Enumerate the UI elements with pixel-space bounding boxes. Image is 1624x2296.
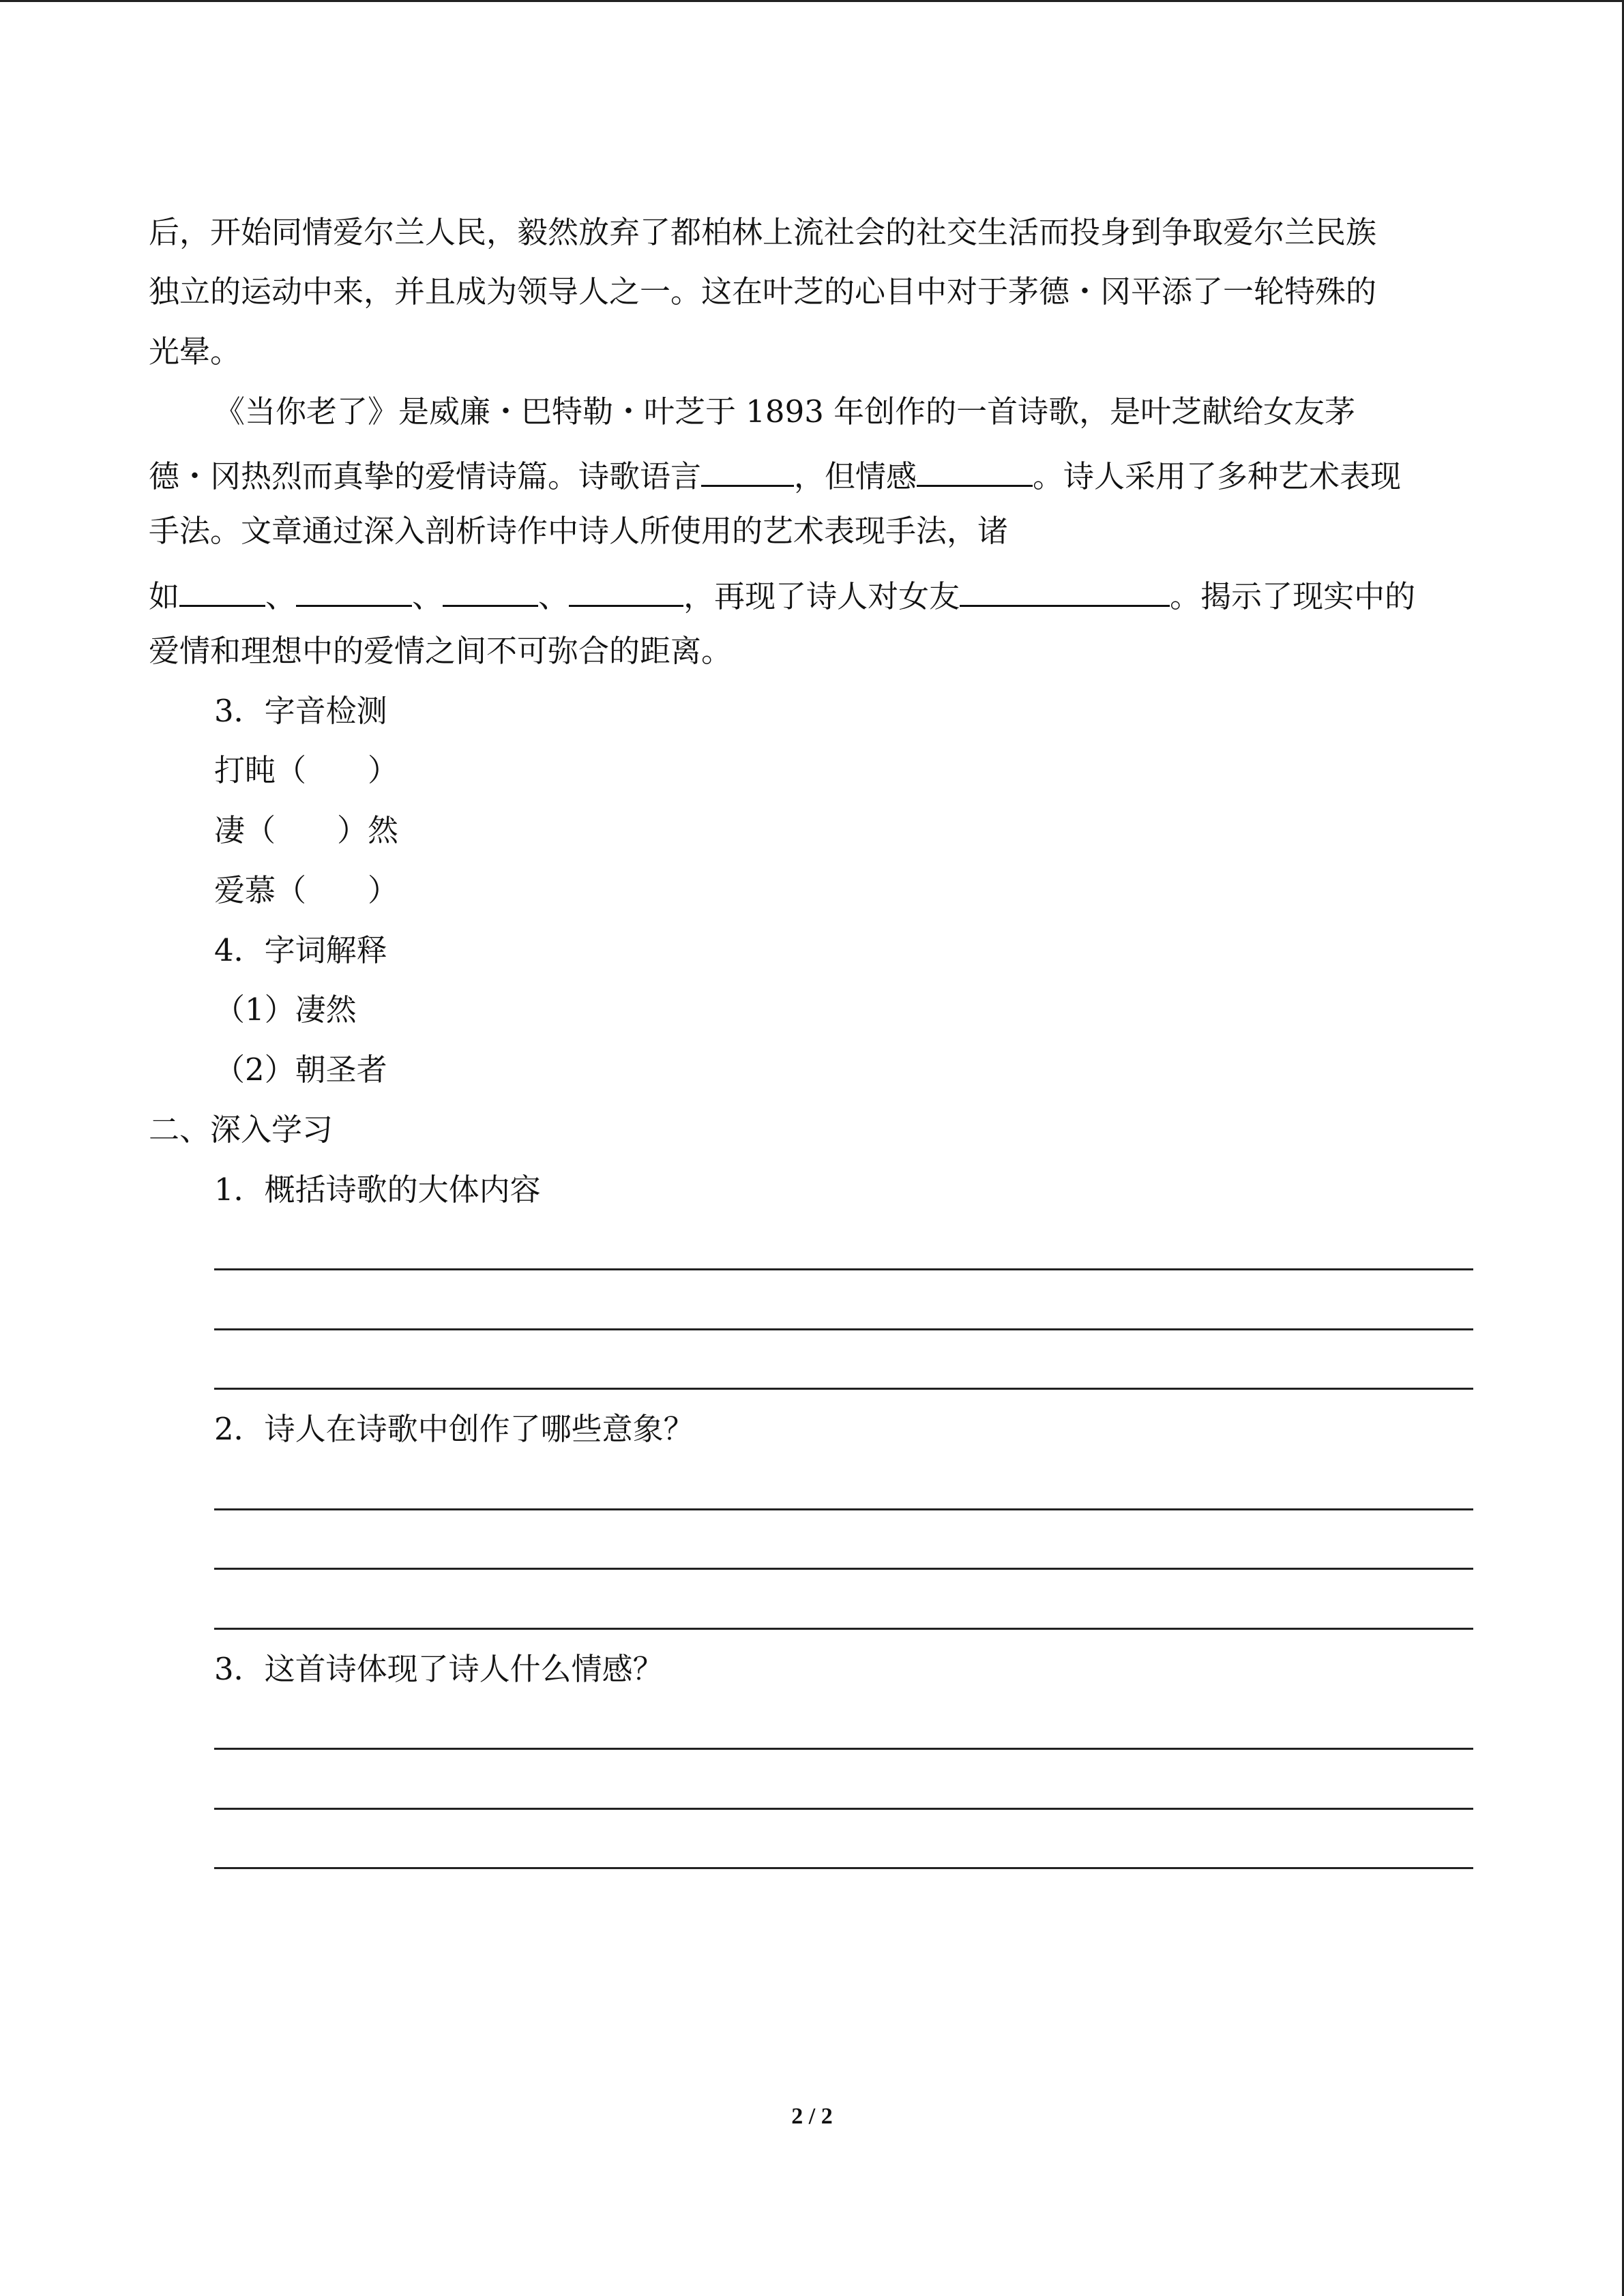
fill-blank[interactable] (917, 451, 1033, 487)
page-border-top (0, 0, 1624, 2)
paragraph-line: 爱情和理想中的爱情之间不可弥合的距离。 (149, 633, 733, 669)
page-number: 2 / 2 (791, 2104, 833, 2129)
paragraph-line: 光晕。 (149, 333, 241, 370)
fill-blank[interactable] (960, 571, 1170, 607)
paragraph-text: 德・冈热烈而真挚的爱情诗篇。诗歌语言 (149, 458, 702, 494)
answer-line[interactable] (214, 1388, 1473, 1390)
paragraph-line: 后，开始同情爱尔兰人民，毅然放弃了都柏林上流社会的社交生活而投身到争取爱尔兰民族 (149, 214, 1377, 250)
answer-line[interactable] (214, 1568, 1473, 1570)
pron-item[interactable]: 爱慕（ ） (214, 872, 399, 908)
paragraph-text: 如 (149, 578, 180, 614)
question: 3．这首诗体现了诗人什么情感？ (214, 1651, 664, 1687)
question: 1．概括诗歌的大体内容 (214, 1172, 541, 1208)
section-title: 4．字词解释 (214, 932, 387, 968)
separator: 、 (538, 578, 570, 614)
fill-blank[interactable] (443, 571, 538, 607)
separator: 、 (265, 578, 297, 614)
paragraph-text: ，再现了诗人对女友 (683, 578, 960, 614)
paragraph-text: 。揭示了现实中的 (1170, 578, 1416, 614)
section-title: 3．字音检测 (214, 693, 387, 729)
paragraph-text: 。诗人采用了多种艺术表现 (1033, 458, 1402, 494)
question: 2．诗人在诗歌中创作了哪些意象？ (214, 1411, 694, 1447)
separator: 、 (412, 578, 443, 614)
answer-line[interactable] (214, 1867, 1473, 1869)
pron-item[interactable]: 凄（ ）然 (214, 812, 399, 848)
part-heading: 二、深入学习 (149, 1112, 334, 1148)
answer-line[interactable] (214, 1808, 1473, 1810)
fill-blank[interactable] (179, 571, 265, 607)
paragraph-text: ，但情感 (794, 458, 917, 494)
fill-blank[interactable] (701, 451, 794, 487)
paragraph-line: 《当你老了》是威廉・巴特勒・叶芝于 1893 年创作的一首诗歌，是叶芝献给女友茅 (214, 393, 1356, 430)
pron-item[interactable]: 打盹（ ） (214, 752, 399, 788)
answer-line[interactable] (214, 1328, 1473, 1330)
paragraph-line: 手法。文章通过深入剖析诗作中诗人所使用的艺术表现手法，诸 (149, 513, 1009, 549)
answer-line[interactable] (214, 1748, 1473, 1750)
answer-line[interactable] (214, 1268, 1473, 1270)
answer-line[interactable] (214, 1508, 1473, 1510)
fill-blank[interactable] (569, 571, 683, 607)
fill-blank[interactable] (296, 571, 412, 607)
word-item: （2）朝圣者 (214, 1052, 387, 1088)
paragraph-line: 独立的运动中来，并且成为领导人之一。这在叶芝的心目中对于茅德・冈平添了一轮特殊的 (149, 273, 1377, 310)
paragraph-line (149, 571, 1415, 617)
answer-line[interactable] (214, 1628, 1473, 1630)
paragraph-line (149, 451, 1401, 497)
word-item: （1）凄然 (214, 992, 357, 1028)
